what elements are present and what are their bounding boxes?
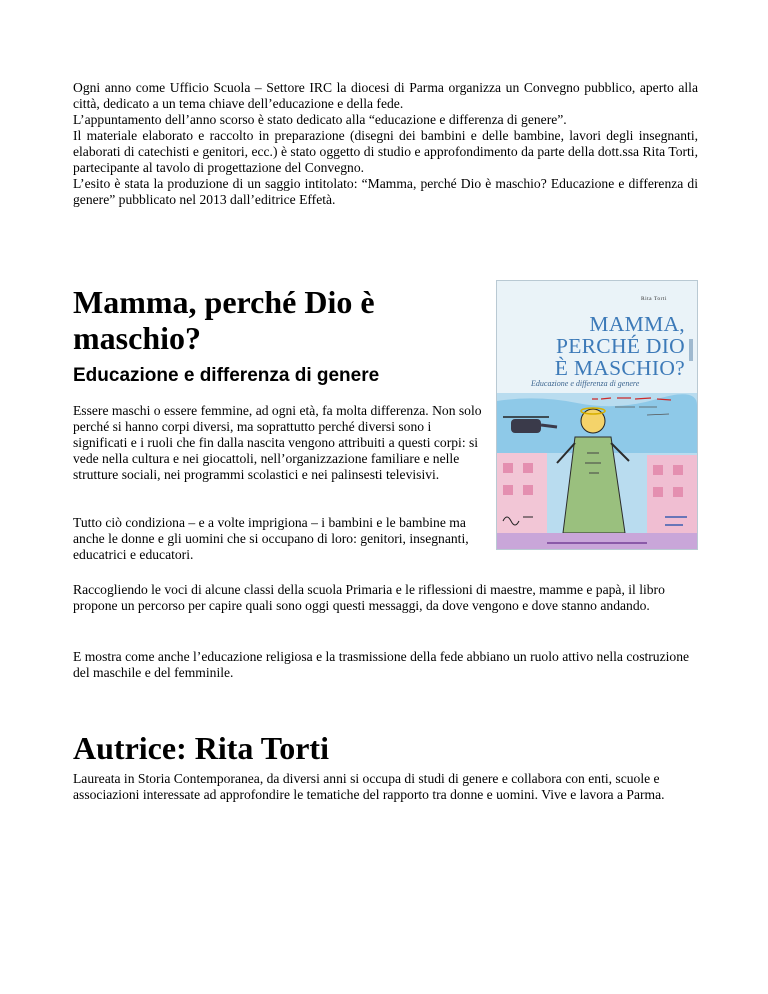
cover-title-line-3: È MASCHIO? (554, 356, 685, 380)
author-heading: Autrice: Rita Torti (73, 730, 329, 766)
cover-author: Rita Torti (640, 296, 667, 302)
author-bio: Laureata in Storia Contemporanea, da diversi anni si occupa di studi di genere e collabora con enti, scuole e associazioni interessate ad approfondire le tematiche del rapporto tra donne e uomini. Vive e lavora a Parma. (73, 771, 665, 802)
book-description-1: Essere maschi o essere femmine, ad ogni età, fa molta differenza. Non solo perché si hanno corpi diversi, ma soprattutto perché diversi sono i significati e i ruoli che fin dalla nascita vengono attribuiti a questi corpi: si vede nella cultura e nei giocattoli, nell’organizzazione familiare e nelle strutture sociali, nei programmi scolastici e nei palinsesti televisivi. (73, 403, 482, 482)
intro-section (73, 80, 698, 208)
child-drawing-illustration (497, 393, 697, 549)
book-description-4: E mostra come anche l’educazione religiosa e la trasmissione della fede abbiano un ruolo attivo nella costruzione del maschile e del femminile. (73, 649, 690, 680)
intro-paragraph-2: L’appuntamento dell’anno scorso è stato dedicato alla “educazione e differenza di genere”. (73, 112, 567, 127)
book-description-2: Tutto ciò condiziona – e a volte imprigiona – i bambini e le bambine ma anche le donne e gli uomini che si occupano di loro: genitori, insegnanti, educatrici e educatori. (73, 515, 469, 562)
cover-title (497, 313, 685, 379)
intro-paragraph-3: Il materiale elaborato e raccolto in preparazione (disegni dei bambini e delle bambine, lavori degli insegnanti, elaborati di catechisti e genitori, ecc.) è stato oggetto di studio e approfondimento da parte della dott.ssa Rita Torti, partecipante al tavolo di progettazione del Convegno. (73, 128, 698, 175)
cover-title-line-2: PERCHÉ DIO (555, 334, 685, 358)
book-cover-image (496, 280, 698, 550)
book-title-heading: Mamma, perché Dio è maschio? (73, 284, 375, 356)
cover-subtitle: Educazione e differenza di genere (531, 379, 640, 388)
cover-publisher-mark (689, 339, 693, 361)
intro-paragraph-1: Ogni anno come Ufficio Scuola – Settore IRC la diocesi di Parma organizza un Convegno pubblico, aperto alla città, dedicato a un tema chiave dell’educazione e della fede. (73, 80, 698, 111)
intro-paragraph-4: L’esito è stata la produzione di un saggio intitolato: “Mamma, perché Dio è maschio? Educazione e differenza di genere” pubblicato nel 2013 dall’editrice Effetà. (73, 176, 698, 207)
book-subtitle-heading: Educazione e differenza di genere (73, 365, 380, 386)
book-description-3: Raccogliendo le voci di alcune classi della scuola Primaria e le riflessioni di maestre, mamme e papà, il libro propone un percorso per capire quali sono oggi questi messaggi, da dove vengono e dove stanno andando. (73, 582, 665, 613)
cover-title-line-1: MAMMA, (589, 312, 685, 336)
